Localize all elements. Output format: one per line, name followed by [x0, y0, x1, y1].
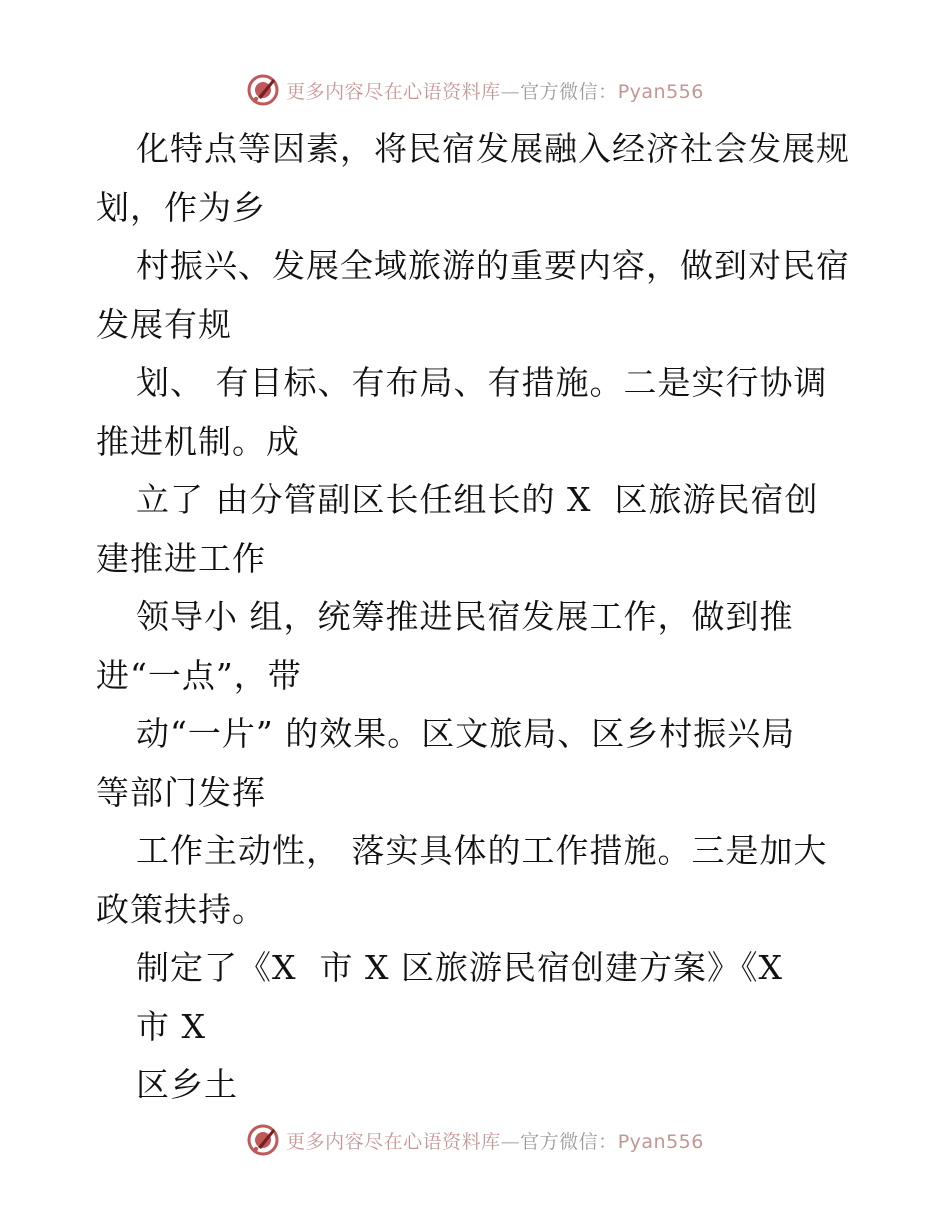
- header-dash: —: [500, 80, 521, 103]
- text-line-8: 建推进工作: [96, 538, 266, 578]
- header-watermark-banner: [0, 70, 950, 110]
- footer-wechat-id: Pyan556: [617, 1130, 704, 1153]
- header-wechat-id: Pyan556: [617, 80, 704, 103]
- text-line-7: 立了 由分管副区长任组长的 X 区旅游民宿创: [136, 480, 819, 519]
- text-line-12: 等部门发挥: [96, 772, 266, 812]
- header-brand-text: 更多内容尽在心语资料库: [286, 80, 501, 103]
- text-line-1: 化特点等因素，将民宿发展融入经济社会发展规: [136, 129, 850, 168]
- footer-brand-text: 更多内容尽在心语资料库: [286, 1130, 501, 1153]
- footer-watermark-banner: [0, 1120, 950, 1160]
- text-line-2: 划，作为乡: [96, 187, 266, 227]
- document-body: [96, 120, 866, 1115]
- text-line-6: 推进机制。成: [96, 421, 300, 461]
- text-line-4: 发展有规: [96, 304, 232, 344]
- text-line-14: 政策扶持。: [96, 889, 266, 929]
- text-line-15: 制定了《X 市 X 区旅游民宿创建方案》《X: [136, 948, 783, 987]
- text-line-3: 村振兴、发展全域旅游的重要内容，做到对民宿: [136, 246, 850, 285]
- footer-dash: —: [500, 1130, 521, 1153]
- quill-seal-icon: [246, 1123, 280, 1157]
- footer-wechat-label: 官方微信：: [520, 1130, 618, 1153]
- text-line-11: 动“一片” 的效果。区文旅局、区乡村振兴局: [136, 714, 796, 753]
- header-wechat-label: 官方微信：: [520, 80, 618, 103]
- text-line-9: 领导小 组，统筹推进民宿发展工作，做到推: [136, 597, 794, 636]
- text-line-10: 进“一点”，带: [96, 655, 302, 695]
- quill-seal-icon: [246, 73, 280, 107]
- text-line-16: 市 X: [136, 1006, 206, 1046]
- text-line-17: 区乡土: [136, 1065, 238, 1104]
- text-line-13: 工作主动性， 落实具体的工作措施。三是加大: [136, 831, 828, 870]
- text-line-5: 划、 有目标、有布局、有措施。二是实行协调: [136, 363, 828, 402]
